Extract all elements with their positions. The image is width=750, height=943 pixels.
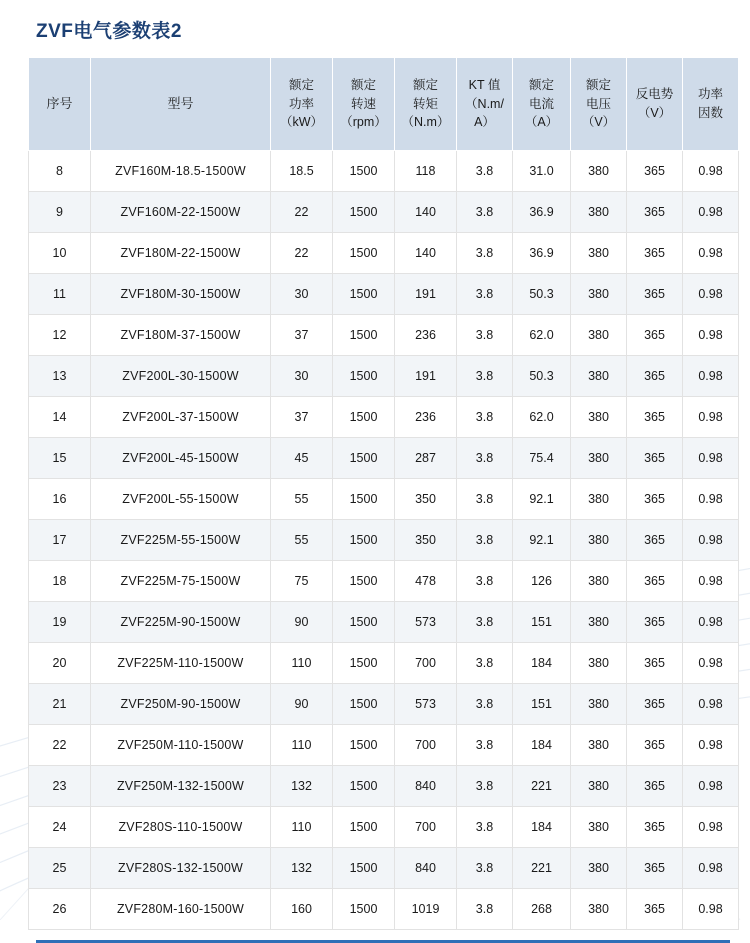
cell-seq: 23 <box>29 766 91 807</box>
cell-speed: 1500 <box>333 725 395 766</box>
cell-power: 22 <box>271 233 333 274</box>
cell-pf: 0.98 <box>683 684 739 725</box>
cell-emf: 365 <box>627 397 683 438</box>
cell-voltage: 380 <box>571 315 627 356</box>
cell-pf: 0.98 <box>683 438 739 479</box>
cell-power: 132 <box>271 766 333 807</box>
cell-seq: 13 <box>29 356 91 397</box>
cell-seq: 11 <box>29 274 91 315</box>
cell-speed: 1500 <box>333 848 395 889</box>
cell-seq: 18 <box>29 561 91 602</box>
cell-current: 50.3 <box>513 356 571 397</box>
cell-pf: 0.98 <box>683 725 739 766</box>
cell-voltage: 380 <box>571 233 627 274</box>
cell-current: 151 <box>513 602 571 643</box>
cell-voltage: 380 <box>571 766 627 807</box>
cell-torque: 700 <box>395 807 457 848</box>
cell-model: ZVF200L-45-1500W <box>91 438 271 479</box>
table-row <box>29 766 739 807</box>
cell-seq: 14 <box>29 397 91 438</box>
cell-model: ZVF180M-30-1500W <box>91 274 271 315</box>
table-row <box>29 274 739 315</box>
table-row <box>29 192 739 233</box>
cell-kt: 3.8 <box>457 643 513 684</box>
cell-current: 36.9 <box>513 233 571 274</box>
cell-emf: 365 <box>627 725 683 766</box>
cell-power: 90 <box>271 602 333 643</box>
table-row <box>29 807 739 848</box>
cell-power: 110 <box>271 807 333 848</box>
cell-current: 92.1 <box>513 479 571 520</box>
cell-kt: 3.8 <box>457 315 513 356</box>
cell-speed: 1500 <box>333 807 395 848</box>
cell-emf: 365 <box>627 643 683 684</box>
cell-power: 55 <box>271 520 333 561</box>
cell-kt: 3.8 <box>457 766 513 807</box>
cell-model: ZVF225M-90-1500W <box>91 602 271 643</box>
cell-current: 221 <box>513 766 571 807</box>
cell-model: ZVF160M-22-1500W <box>91 192 271 233</box>
cell-torque: 191 <box>395 356 457 397</box>
cell-seq: 9 <box>29 192 91 233</box>
cell-seq: 12 <box>29 315 91 356</box>
cell-voltage: 380 <box>571 151 627 192</box>
column-header-seq: 序号 <box>29 58 91 151</box>
cell-seq: 20 <box>29 643 91 684</box>
table-row <box>29 725 739 766</box>
cell-torque: 140 <box>395 233 457 274</box>
cell-voltage: 380 <box>571 397 627 438</box>
cell-torque: 1019 <box>395 889 457 930</box>
parameter-table <box>28 57 739 930</box>
cell-emf: 365 <box>627 233 683 274</box>
cell-voltage: 380 <box>571 725 627 766</box>
cell-pf: 0.98 <box>683 602 739 643</box>
cell-current: 31.0 <box>513 151 571 192</box>
cell-torque: 840 <box>395 766 457 807</box>
cell-kt: 3.8 <box>457 274 513 315</box>
cell-torque: 573 <box>395 602 457 643</box>
cell-seq: 21 <box>29 684 91 725</box>
cell-speed: 1500 <box>333 356 395 397</box>
cell-speed: 1500 <box>333 479 395 520</box>
cell-seq: 19 <box>29 602 91 643</box>
table-row <box>29 397 739 438</box>
cell-current: 184 <box>513 807 571 848</box>
cell-pf: 0.98 <box>683 520 739 561</box>
cell-power: 22 <box>271 192 333 233</box>
column-header-kt: KT 值 （N.m/ A） <box>457 58 513 151</box>
table-row <box>29 151 739 192</box>
cell-power: 18.5 <box>271 151 333 192</box>
cell-emf: 365 <box>627 151 683 192</box>
cell-power: 30 <box>271 356 333 397</box>
cell-speed: 1500 <box>333 766 395 807</box>
cell-speed: 1500 <box>333 315 395 356</box>
cell-kt: 3.8 <box>457 889 513 930</box>
cell-model: ZVF280S-132-1500W <box>91 848 271 889</box>
column-header-model: 型号 <box>91 58 271 151</box>
cell-voltage: 380 <box>571 561 627 602</box>
cell-current: 184 <box>513 643 571 684</box>
cell-seq: 16 <box>29 479 91 520</box>
table-row <box>29 848 739 889</box>
cell-voltage: 380 <box>571 274 627 315</box>
cell-kt: 3.8 <box>457 561 513 602</box>
table-row <box>29 315 739 356</box>
cell-kt: 3.8 <box>457 602 513 643</box>
cell-power: 160 <box>271 889 333 930</box>
cell-seq: 24 <box>29 807 91 848</box>
cell-kt: 3.8 <box>457 848 513 889</box>
cell-kt: 3.8 <box>457 684 513 725</box>
cell-model: ZVF200L-55-1500W <box>91 479 271 520</box>
cell-emf: 365 <box>627 766 683 807</box>
cell-emf: 365 <box>627 848 683 889</box>
column-header-current: 额定 电流 （A） <box>513 58 571 151</box>
cell-speed: 1500 <box>333 561 395 602</box>
table-row <box>29 684 739 725</box>
cell-pf: 0.98 <box>683 151 739 192</box>
cell-voltage: 380 <box>571 848 627 889</box>
cell-voltage: 380 <box>571 889 627 930</box>
cell-emf: 365 <box>627 438 683 479</box>
cell-pf: 0.98 <box>683 807 739 848</box>
cell-seq: 17 <box>29 520 91 561</box>
column-header-pf: 功率 因数 <box>683 58 739 151</box>
cell-current: 268 <box>513 889 571 930</box>
cell-speed: 1500 <box>333 684 395 725</box>
cell-torque: 350 <box>395 479 457 520</box>
cell-torque: 191 <box>395 274 457 315</box>
cell-current: 36.9 <box>513 192 571 233</box>
cell-model: ZVF225M-55-1500W <box>91 520 271 561</box>
cell-torque: 573 <box>395 684 457 725</box>
cell-model: ZVF200L-30-1500W <box>91 356 271 397</box>
table-row <box>29 561 739 602</box>
table-header-row <box>29 58 739 151</box>
cell-model: ZVF225M-110-1500W <box>91 643 271 684</box>
column-header-emf: 反电势 （V） <box>627 58 683 151</box>
cell-seq: 25 <box>29 848 91 889</box>
table-row <box>29 643 739 684</box>
cell-emf: 365 <box>627 561 683 602</box>
cell-model: ZVF250M-132-1500W <box>91 766 271 807</box>
cell-voltage: 380 <box>571 438 627 479</box>
cell-seq: 8 <box>29 151 91 192</box>
table-row <box>29 889 739 930</box>
cell-pf: 0.98 <box>683 889 739 930</box>
cell-current: 151 <box>513 684 571 725</box>
cell-kt: 3.8 <box>457 192 513 233</box>
cell-pf: 0.98 <box>683 643 739 684</box>
cell-pf: 0.98 <box>683 766 739 807</box>
cell-pf: 0.98 <box>683 848 739 889</box>
cell-power: 45 <box>271 438 333 479</box>
cell-torque: 236 <box>395 315 457 356</box>
cell-speed: 1500 <box>333 520 395 561</box>
cell-current: 75.4 <box>513 438 571 479</box>
cell-torque: 840 <box>395 848 457 889</box>
cell-current: 62.0 <box>513 397 571 438</box>
cell-kt: 3.8 <box>457 397 513 438</box>
cell-speed: 1500 <box>333 397 395 438</box>
cell-model: ZVF250M-90-1500W <box>91 684 271 725</box>
cell-power: 30 <box>271 274 333 315</box>
cell-emf: 365 <box>627 192 683 233</box>
cell-speed: 1500 <box>333 274 395 315</box>
table-header <box>29 58 739 151</box>
cell-seq: 15 <box>29 438 91 479</box>
table-row <box>29 356 739 397</box>
cell-pf: 0.98 <box>683 233 739 274</box>
table-row <box>29 233 739 274</box>
cell-voltage: 380 <box>571 807 627 848</box>
cell-voltage: 380 <box>571 356 627 397</box>
cell-current: 62.0 <box>513 315 571 356</box>
cell-emf: 365 <box>627 889 683 930</box>
cell-current: 184 <box>513 725 571 766</box>
table-row <box>29 479 739 520</box>
cell-speed: 1500 <box>333 643 395 684</box>
cell-voltage: 380 <box>571 684 627 725</box>
cell-seq: 22 <box>29 725 91 766</box>
cell-emf: 365 <box>627 479 683 520</box>
cell-model: ZVF160M-18.5-1500W <box>91 151 271 192</box>
cell-emf: 365 <box>627 356 683 397</box>
cell-model: ZVF280S-110-1500W <box>91 807 271 848</box>
column-header-torque: 额定 转矩 （N.m） <box>395 58 457 151</box>
cell-seq: 10 <box>29 233 91 274</box>
cell-pf: 0.98 <box>683 192 739 233</box>
cell-voltage: 380 <box>571 192 627 233</box>
cell-power: 37 <box>271 397 333 438</box>
cell-current: 126 <box>513 561 571 602</box>
cell-torque: 118 <box>395 151 457 192</box>
cell-power: 90 <box>271 684 333 725</box>
cell-voltage: 380 <box>571 643 627 684</box>
cell-model: ZVF225M-75-1500W <box>91 561 271 602</box>
column-header-speed: 额定 转速 （rpm） <box>333 58 395 151</box>
column-header-power: 额定 功率 （kW） <box>271 58 333 151</box>
cell-voltage: 380 <box>571 520 627 561</box>
cell-model: ZVF250M-110-1500W <box>91 725 271 766</box>
cell-power: 132 <box>271 848 333 889</box>
cell-emf: 365 <box>627 315 683 356</box>
column-header-voltage: 额定 电压 （V） <box>571 58 627 151</box>
cell-emf: 365 <box>627 274 683 315</box>
cell-voltage: 380 <box>571 602 627 643</box>
cell-seq: 26 <box>29 889 91 930</box>
cell-torque: 140 <box>395 192 457 233</box>
cell-speed: 1500 <box>333 602 395 643</box>
cell-power: 55 <box>271 479 333 520</box>
table-row <box>29 602 739 643</box>
cell-emf: 365 <box>627 807 683 848</box>
cell-power: 110 <box>271 643 333 684</box>
cell-current: 221 <box>513 848 571 889</box>
cell-emf: 365 <box>627 602 683 643</box>
cell-torque: 700 <box>395 643 457 684</box>
page-title: ZVF电气参数表2 <box>36 21 182 42</box>
cell-pf: 0.98 <box>683 274 739 315</box>
cell-speed: 1500 <box>333 233 395 274</box>
cell-kt: 3.8 <box>457 520 513 561</box>
cell-power: 37 <box>271 315 333 356</box>
cell-emf: 365 <box>627 520 683 561</box>
cell-power: 75 <box>271 561 333 602</box>
cell-torque: 700 <box>395 725 457 766</box>
cell-speed: 1500 <box>333 151 395 192</box>
cell-speed: 1500 <box>333 192 395 233</box>
cell-torque: 287 <box>395 438 457 479</box>
cell-torque: 478 <box>395 561 457 602</box>
cell-kt: 3.8 <box>457 725 513 766</box>
cell-kt: 3.8 <box>457 356 513 397</box>
cell-model: ZVF280M-160-1500W <box>91 889 271 930</box>
cell-pf: 0.98 <box>683 561 739 602</box>
cell-power: 110 <box>271 725 333 766</box>
cell-kt: 3.8 <box>457 438 513 479</box>
cell-emf: 365 <box>627 684 683 725</box>
cell-model: ZVF200L-37-1500W <box>91 397 271 438</box>
cell-torque: 236 <box>395 397 457 438</box>
table-row <box>29 438 739 479</box>
cell-speed: 1500 <box>333 889 395 930</box>
cell-voltage: 380 <box>571 479 627 520</box>
cell-torque: 350 <box>395 520 457 561</box>
cell-model: ZVF180M-37-1500W <box>91 315 271 356</box>
table-row <box>29 520 739 561</box>
cell-pf: 0.98 <box>683 479 739 520</box>
cell-kt: 3.8 <box>457 807 513 848</box>
cell-pf: 0.98 <box>683 397 739 438</box>
table-body <box>29 151 739 930</box>
cell-kt: 3.8 <box>457 151 513 192</box>
cell-pf: 0.98 <box>683 356 739 397</box>
cell-current: 92.1 <box>513 520 571 561</box>
cell-pf: 0.98 <box>683 315 739 356</box>
cell-current: 50.3 <box>513 274 571 315</box>
cell-speed: 1500 <box>333 438 395 479</box>
cell-kt: 3.8 <box>457 479 513 520</box>
cell-kt: 3.8 <box>457 233 513 274</box>
cell-model: ZVF180M-22-1500W <box>91 233 271 274</box>
